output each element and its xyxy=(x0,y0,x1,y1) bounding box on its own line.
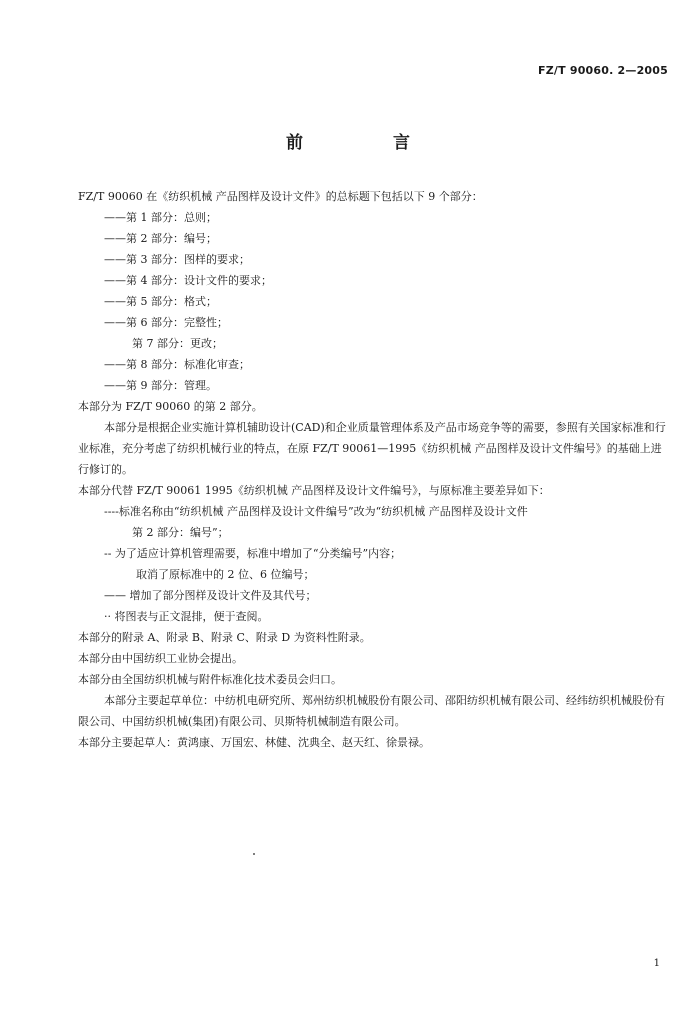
difference-item: -- 为了适应计算机管理需要，标准中增加了“分类编号”内容； xyxy=(104,547,402,560)
supersedes-paragraph: 本部分代替 FZ/T 90061 1995《纺织机械 产品图样及设计文件编号》，与原标准主要差异如下： xyxy=(78,484,550,497)
standard-code: FZ/T 90060. 2—2005 xyxy=(538,64,668,77)
part-list-item: ——第 1 部分：总则； xyxy=(104,211,217,224)
annex-statement: 本部分的附录 A、附录 B、附录 C、附录 D 为资料性附录。 xyxy=(78,631,371,644)
part-list-item: ——第 8 部分：标准化审查； xyxy=(104,358,250,371)
drafters-paragraph: 本部分主要起草人：黄鸿康、万国宏、林健、沈典全、赵天红、徐景禄。 xyxy=(78,736,430,749)
page-title: 前 言 xyxy=(286,133,452,153)
part-list-item: ——第 2 部分：编号； xyxy=(104,232,217,245)
part-list-item: 第 7 部分：更改； xyxy=(132,337,223,350)
foreword-body xyxy=(78,186,672,753)
part-list-item: ——第 5 部分：格式； xyxy=(104,295,217,308)
difference-item: —— 增加了部分图样及设计文件及其代号； xyxy=(104,589,317,602)
part-list-item: ——第 9 部分：管理。 xyxy=(104,379,217,392)
part-statement: 本部分为 FZ/T 90060 的第 2 部分。 xyxy=(78,400,263,413)
revision-basis-paragraph: 本部分是根据企业实施计算机辅助设计(CAD)和企业质量管理体系及产品市场竞争等的需要，参照有关国家标准和行业标准，充分考虑了纺织机械行业的特点，在原 FZ/T 90061—1995《纺织机械 产品图样及设计文件编号》的基础上进行修订的。 xyxy=(78,421,666,476)
difference-item: ----标准名称由“纺织机械 产品图样及设计文件编号”改为“纺织机械 产品图样及设计文件 xyxy=(104,505,528,518)
part-list-item: ——第 4 部分：设计文件的要求； xyxy=(104,274,272,287)
part-list-item: ——第 6 部分：完整性； xyxy=(104,316,228,329)
proposer-statement: 本部分由中国纺织工业协会提出。 xyxy=(78,652,243,665)
scan-speck xyxy=(253,853,255,855)
committee-statement: 本部分由全国纺织机械与附件标准化技术委员会归口。 xyxy=(78,673,342,686)
page-number: 1 xyxy=(653,958,660,969)
intro-paragraph: FZ/T 90060 在《纺织机械 产品图样及设计文件》的总标题下包括以下 9 个部分： xyxy=(78,190,483,203)
difference-item: ·· 将图表与正文混排，便于查阅。 xyxy=(104,610,269,623)
difference-subitem: 取消了原标准中的 2 位、6 位编号； xyxy=(136,568,315,581)
difference-item-continuation: 第 2 部分：编号”； xyxy=(132,526,229,539)
part-list-item: ——第 3 部分：图样的要求； xyxy=(104,253,250,266)
drafting-units-paragraph: 本部分主要起草单位：中纺机电研究所、郑州纺织机械股份有限公司、邵阳纺织机械有限公司、经纬纺织机械股份有限公司、中国纺织机械(集团)有限公司、贝斯特机械制造有限公司。 xyxy=(78,694,665,728)
